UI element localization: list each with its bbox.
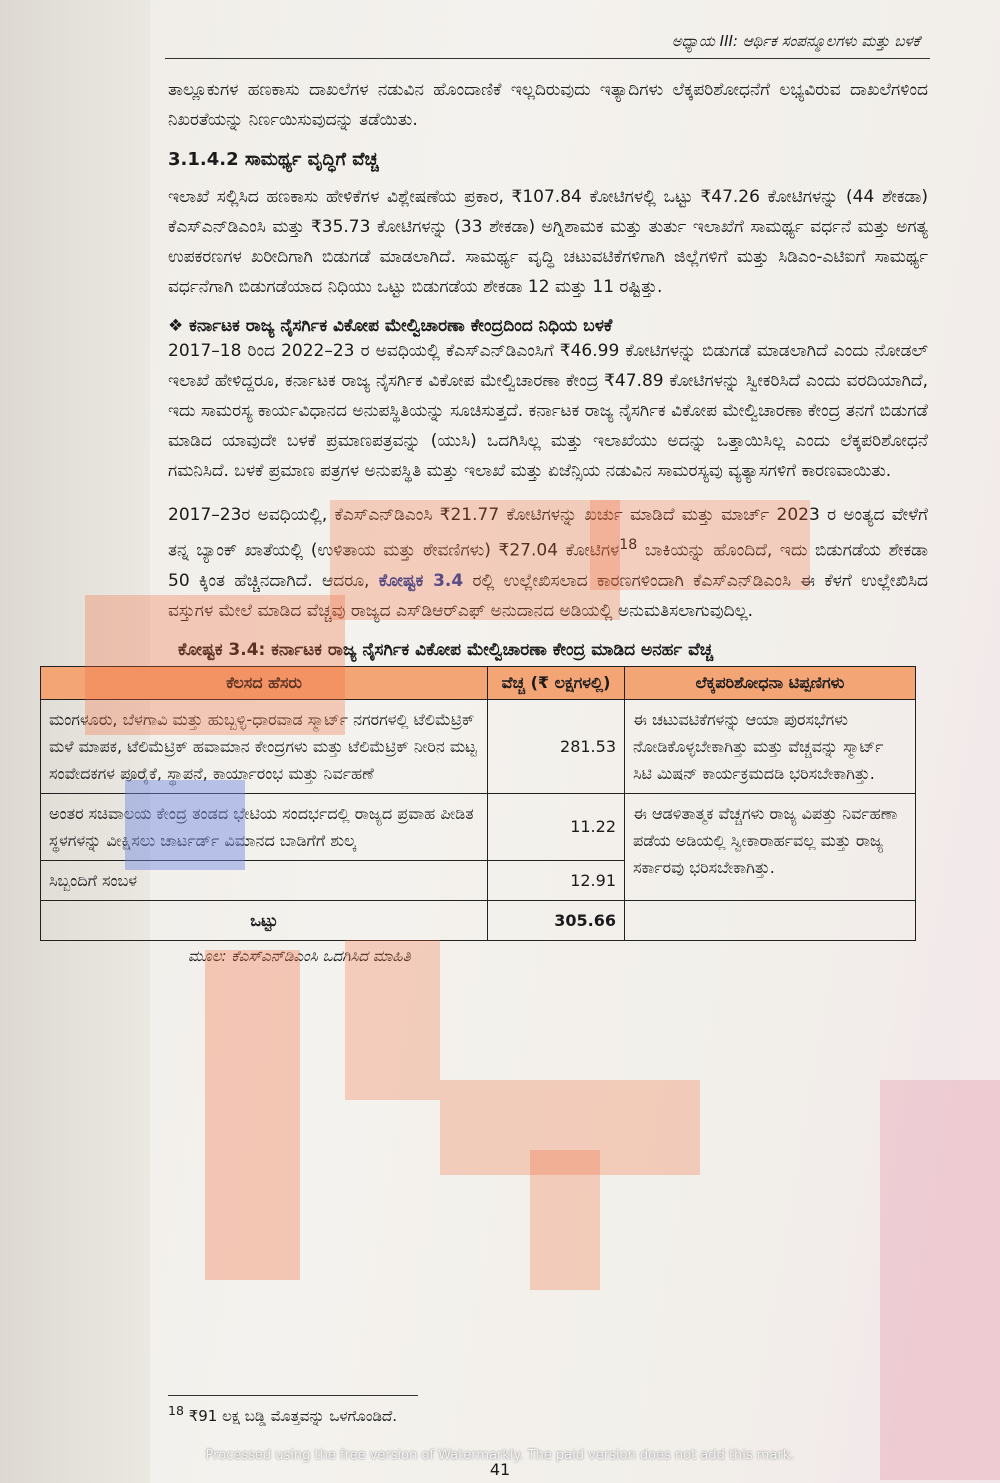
footnote-mark: 18 bbox=[168, 1403, 184, 1418]
remark-cell: ಈ ಆಡಳಿತಾತ್ಮಕ ವೆಚ್ಚಗಳು ರಾಜ್ಯ ವಿಪತ್ತು ನಿರ್ವಹಣಾ ಪಡೆಯ ಅಡಿಯಲ್ಲಿ ಸ್ವೀಕಾರಾರ್ಹವಲ್ಲ ಮತ್ತು ರಾಜ್ಯ ಸರ್ಕಾರವು ಭರಿಸಬೇಕಾಗಿತ್ತು. bbox=[625, 793, 916, 900]
main-content bbox=[49, 75, 928, 965]
total-label: ಒಟ್ಟು bbox=[41, 900, 488, 940]
footnote-rule bbox=[168, 1395, 418, 1396]
subheading-text: ಕರ್ನಾಟಕ ರಾಜ್ಯ ನೈಸರ್ಗಿಕ ವಿಕೋಪ ಮೇಲ್ವಿಚಾರಣಾ ಕೇಂದ್ರದಿಂದ ನಿಧಿಯ ಬಳಕೆ bbox=[189, 316, 613, 336]
page-number: 41 bbox=[489, 1460, 511, 1479]
header-cost: ವೆಚ್ಚ (₹ ಲಕ್ಷಗಳಲ್ಲಿ) bbox=[488, 666, 625, 699]
total-empty-cell bbox=[625, 900, 916, 940]
intro-paragraph: ತಾಲ್ಲೂಕುಗಳ ಹಣಕಾಸು ದಾಖಲೆಗಳ ನಡುವಿನ ಹೊಂದಾಣಿಕೆ ಇಲ್ಲದಿರುವುದು ಇತ್ಯಾದಿಗಳು ಲೆಕ್ಕಪರಿಶೋಧನೆಗೆ ಲಭ್ಯವಿರುವ ದಾಖಲೆಗಳಿಂದ ನಿಖರತೆಯನ್ನು ನಿರ್ಣಯಿಸುವುದನ್ನು ತಡೆಯಿತು. bbox=[168, 80, 928, 130]
header-audit-remarks: ಲೆಕ್ಕಪರಿಶೋಧನಾ ಟಿಪ್ಪಣಿಗಳು bbox=[625, 666, 916, 699]
expenditure-text-2: ಬಾಕಿಯನ್ನು ಹೊಂದಿದೆ, ಇದು ಬಿಡುಗಡೆಯ ಶೇಕಡಾ 50 ಕ್ಕಿಂತ ಹೆಚ್ಚಿನದಾಗಿದೆ. ಆದರೂ, bbox=[168, 540, 928, 591]
section-heading: 3.1.4.2 ಸಾಮರ್ಥ್ಯ ವೃದ್ಧಿಗೆ ವೆಚ್ಚ bbox=[168, 149, 379, 170]
source-note: ಮೂಲ: ಕೆಎಸ್ಎನ್‌ಡಿಎಂಸಿ ಒದಗಿಸಿದ ಮಾಹಿತಿ bbox=[188, 946, 411, 965]
footnote-text: ₹91 ಲಕ್ಷ ಬಡ್ಡಿ ಮೊತ್ತವನ್ನು ಒಳಗೊಂಡಿದೆ. bbox=[188, 1407, 397, 1425]
table-row bbox=[41, 699, 916, 793]
capacity-paragraph: ಇಲಾಖೆ ಸಲ್ಲಿಸಿದ ಹಣಕಾಸು ಹೇಳಿಕೆಗಳ ವಿಶ್ಲೇಷಣೆಯ ಪ್ರಕಾರ, ₹107.84 ಕೋಟಿಗಳಲ್ಲಿ ಒಟ್ಟು ₹47.26 ಕೋಟಿಗಳನ್ನು (44 ಶೇಕಡಾ) ಕೆಎಸ್ಎನ್‌ಡಿಎಂಸಿ ಮತ್ತು ₹35.73 ಕೋಟಿಗಳನ್ನು (33 ಶೇಕಡಾ) ಅಗ್ನಿಶಾಮಕ ಮತ್ತು ತುರ್ತು ಇಲಾಖೆಗೆ ಸಾಮರ್ಥ್ಯ ವರ್ಧನೆ ಮತ್ತು ಅಗತ್ಯ ಉಪಕರಣಗಳ ಖರೀದಿಗಾಗಿ ಬಿಡುಗಡೆ ಮಾಡಲಾಗಿದೆ. ಸಾಮರ್ಥ್ಯ ವೃದ್ಧಿ ಚಟುವಟಿಕೆಗಳಿಗಾಗಿ ಜಿಲ್ಲೆಗಳಿಗೆ ಮತ್ತು ಸಿಡಿಎಂ-ಎಟಿಐಗೆ ಸಾಮರ್ಥ್ಯ ವರ್ಧನೆಗಾಗಿ ಬಿಡುಗಡೆಯಾದ ನಿಧಿಯು ಒಟ್ಟು ಬಿಡುಗಡೆಯ ಶೇಕಡಾ 12 ಮತ್ತು 11 ರಷ್ಟಿತ್ತು. bbox=[168, 187, 928, 297]
expenditure-paragraph bbox=[168, 500, 928, 626]
footnote-reference[interactable]: 18 bbox=[619, 537, 638, 553]
watermark-block bbox=[205, 950, 300, 1280]
header-rule bbox=[165, 58, 930, 59]
watermark-block bbox=[440, 1080, 700, 1175]
cost-cell: 12.91 bbox=[488, 860, 625, 900]
watermark-text: Processed using the free version of Watermarkly. The paid version does not add this mark. bbox=[205, 1448, 795, 1463]
footnote bbox=[168, 1403, 397, 1425]
expenditure-text-1: 2017–23ರ ಅವಧಿಯಲ್ಲಿ, ಕೆಎಸ್ಎನ್‌ಡಿಎಂಸಿ ₹21.77 ಕೋಟಿಗಳನ್ನು ಖರ್ಚು ಮಾಡಿದೆ ಮತ್ತು ಮಾರ್ಚ್ 2023 ರ ಅಂತ್ಯದ ವೇಳೆಗೆ ತನ್ನ ಬ್ಯಾಂಕ್ ಖಾತೆಯಲ್ಲಿ (ಉಳಿತಾಯ ಮತ್ತು ಠೇವಣಿಗಳು) ₹27.04 ಕೋಟಿಗಳ bbox=[168, 505, 928, 561]
running-head: ಅಧ್ಯಾಯ III: ಆರ್ಥಿಕ ಸಂಪನ್ಮೂಲಗಳು ಮತ್ತು ಬಳಕೆ bbox=[671, 32, 920, 50]
expenditure-text-3: ರಲ್ಲಿ ಉಲ್ಲೇಖಿಸಲಾದ ಕಾರಣಗಳಿಂದಾಗಿ ಕೆಎಸ್ಎನ್‌ಡಿಎಂಸಿ ಈ ಕೆಳಗೆ ಉಲ್ಲೇಖಿಸಿದ ವಸ್ತುಗಳ ಮೇಲೆ ಮಾಡಿದ ವೆಚ್ಚವು ರಾಜ್ಯದ ಎಸ್‌ಡಿಆರ್‌ಎಫ್ ಅನುದಾನದ ಅಡಿಯಲ್ಲಿ ಅನುಮತಿಸಲಾಗುವುದಿಲ್ಲ. bbox=[168, 570, 928, 621]
fund-usage-paragraph: 2017–18 ರಿಂದ 2022–23 ರ ಅವಧಿಯಲ್ಲಿ ಕೆಎಸ್ಎನ್‌ಡಿಎಂಸಿಗೆ ₹46.99 ಕೋಟಿಗಳನ್ನು ಬಿಡುಗಡೆ ಮಾಡಲಾಗಿದೆ ಎಂದು ನೋಡಲ್ ಇಲಾಖೆ ಹೇಳಿದ್ದರೂ, ಕರ್ನಾಟಕ ರಾಜ್ಯ ನೈಸರ್ಗಿಕ ವಿಕೋಪ ಮೇಲ್ವಿಚಾರಣಾ ಕೇಂದ್ರ ₹47.89 ಕೋಟಿಗಳನ್ನು ಸ್ವೀಕರಿಸಿದೆ ಎಂದು ವರದಿಯಾಗಿದೆ, ಇದು ಸಾಮರಸ್ಯ ಕಾರ್ಯವಿಧಾನದ ಅನುಪಸ್ಥಿತಿಯನ್ನು ಸೂಚಿಸುತ್ತದೆ. ಕರ್ನಾಟಕ ರಾಜ್ಯ ನೈಸರ್ಗಿಕ ವಿಕೋಪ ಮೇಲ್ವಿಚಾರಣಾ ಕೇಂದ್ರ ತನಗೆ ಬಿಡುಗಡೆ ಮಾಡಿದ ಯಾವುದೇ ಬಳಕೆ ಪ್ರಮಾಣಪತ್ರವನ್ನು (ಯುಸಿ) ಒದಗಿಸಿಲ್ಲ ಮತ್ತು ಇಲಾಖೆಯು ಅದನ್ನು ಒತ್ತಾಯಿಸಿಲ್ಲ ಎಂದು ಲೆಕ್ಕಪರಿಶೋಧನೆ ಗಮನಿಸಿದೆ. ಬಳಕೆ ಪ್ರಮಾಣ ಪತ್ರಗಳ ಅನುಪಸ್ಥಿತಿ ಮತ್ತು ಇಲಾಖೆ ಮತ್ತು ಏಜೆನ್ಸಿಯ ನಡುವಿನ ಸಾಮರಸ್ಯವು ವ್ಯತ್ಯಾಸಗಳಿಗೆ ಕಾರಣವಾಯಿತು. bbox=[168, 341, 928, 481]
work-cell: ಅಂತರ ಸಚಿವಾಲಯ ಕೇಂದ್ರ ತಂಡದ ಭೇಟಿಯ ಸಂದರ್ಭದಲ್ಲಿ ರಾಜ್ಯದ ಪ್ರವಾಹ ಪೀಡಿತ ಸ್ಥಳಗಳನ್ನು ವೀಕ್ಷಿಸಲು ಚಾರ್ಟರ್ಡ್ ವಿಮಾನದ ಬಾಡಿಗೆಗೆ ಶುಲ್ಕ bbox=[41, 793, 488, 860]
header-work-name: ಕೆಲಸದ ಹೆಸರು bbox=[41, 666, 488, 699]
diamond-bullet-icon: ❖ bbox=[168, 316, 184, 336]
table-total-row bbox=[41, 900, 916, 940]
table-row bbox=[41, 793, 916, 860]
ineligible-expenditure-table bbox=[40, 666, 916, 941]
cost-cell: 281.53 bbox=[488, 699, 625, 793]
subheading bbox=[168, 316, 928, 336]
cost-cell: 11.22 bbox=[488, 793, 625, 860]
watermark-block bbox=[880, 1080, 1000, 1480]
work-cell: ಸಿಬ್ಬಂದಿಗೆ ಸಂಬಳ bbox=[41, 860, 488, 900]
remark-cell: ಈ ಚಟುವಟಿಕೆಗಳನ್ನು ಆಯಾ ಪುರಸಭೆಗಳು ನೋಡಿಕೊಳ್ಳಬೇಕಾಗಿತ್ತು ಮತ್ತು ವೆಚ್ಚವನ್ನು ಸ್ಮಾರ್ಟ್ ಸಿಟಿ ಮಿಷನ್ ಕಾರ್ಯಕ್ರಮದಡಿ ಭರಿಸಬೇಕಾಗಿತ್ತು. bbox=[625, 699, 916, 793]
table-header-row bbox=[41, 666, 916, 699]
table-reference-link[interactable]: ಕೋಷ್ಟಕ 3.4 bbox=[378, 570, 464, 591]
table-caption: ಕೋಷ್ಟಕ 3.4: ಕರ್ನಾಟಕ ರಾಜ್ಯ ನೈಸರ್ಗಿಕ ವಿಕೋಪ ಮೇಲ್ವಿಚಾರಣಾ ಕೇಂದ್ರ ಮಾಡಿದ ಅನರ್ಹ ವೆಚ್ಚ bbox=[178, 639, 714, 660]
work-cell: ಮಂಗಳೂರು, ಬೆಳಗಾವಿ ಮತ್ತು ಹುಬ್ಬಳ್ಳಿ-ಧಾರವಾಡ ಸ್ಮಾರ್ಟ್ ನಗರಗಳಲ್ಲಿ ಟೆಲಿಮೆಟ್ರಿಕ್ ಮಳೆ ಮಾಪಕ, ಟೆಲಿಮೆಟ್ರಿಕ್ ಹವಾಮಾನ ಕೇಂದ್ರಗಳು ಮತ್ತು ಟೆಲಿಮೆಟ್ರಿಕ್ ನೀರಿನ ಮಟ್ಟ ಸಂವೇದಕಗಳ ಪೂರೈಕೆ, ಸ್ಥಾಪನೆ, ಕಾರ್ಯಾರಂಭ ಮತ್ತು ನಿರ್ವಹಣೆ bbox=[41, 699, 488, 793]
total-value: 305.66 bbox=[488, 900, 625, 940]
watermark-block bbox=[530, 1150, 600, 1290]
